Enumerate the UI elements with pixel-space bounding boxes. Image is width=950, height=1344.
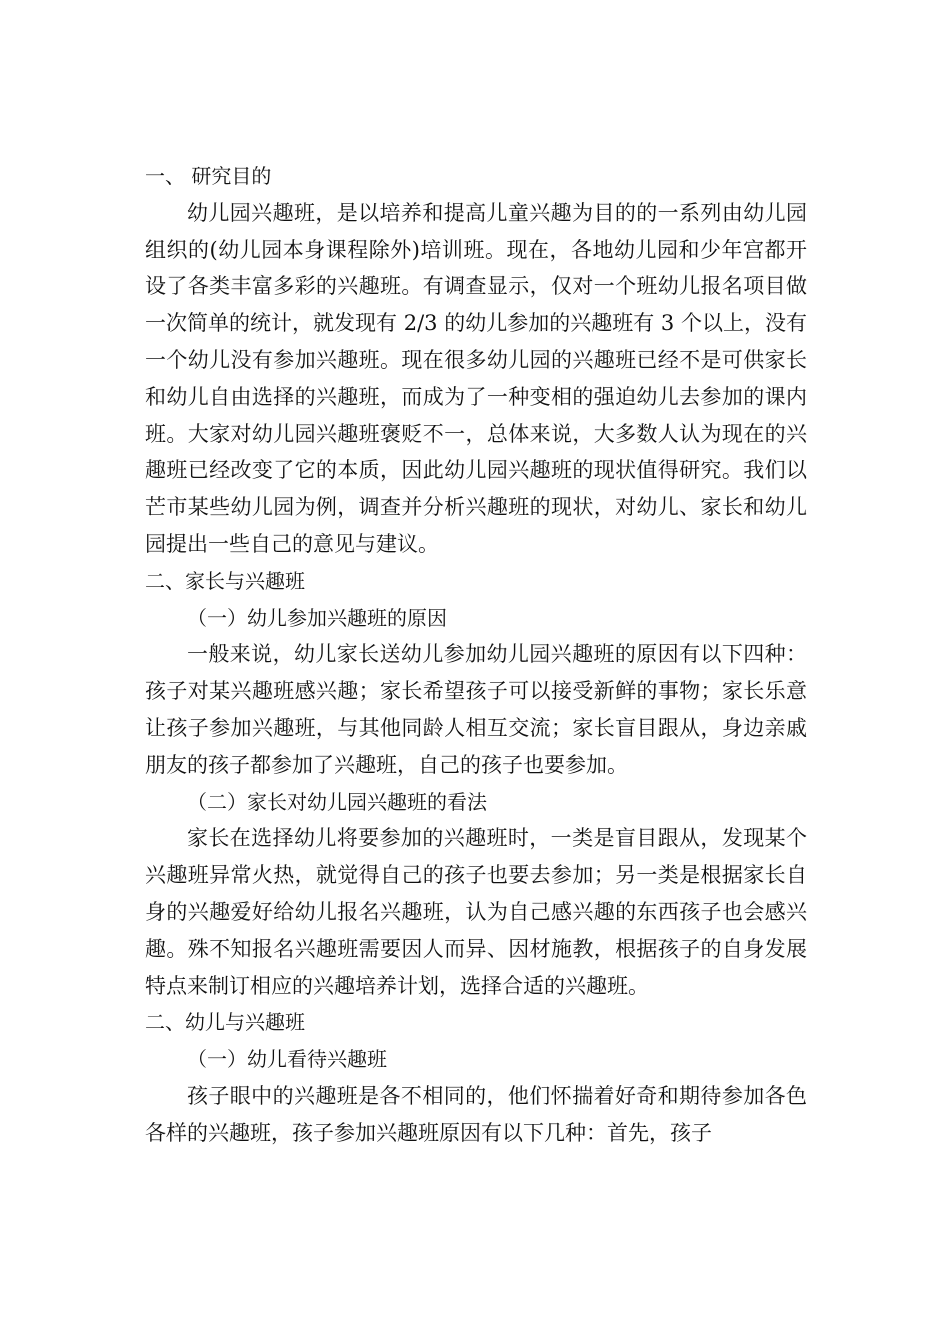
subheading-children-views: （一）幼儿看待兴趣班: [187, 1047, 387, 1072]
section-heading-children: 二、幼儿与兴趣班: [145, 1010, 305, 1035]
paragraph-parent-views: 家长在选择幼儿将要参加的兴趣班时，一类是盲目跟从，发现某个兴趣班异常火热，就觉得自己的孩子也要去参加；另一类是根据家长自身的兴趣爱好给幼儿报名兴趣班，认为自己感兴趣的东西孩子也会感兴趣。殊不知报名兴趣班需要因人而异、因材施教，根据孩子的自身发展特点来制订相应的兴趣培养计划，选择合适的兴趣班。: [145, 826, 807, 998]
paragraph-children-views: 孩子眼中的兴趣班是各不相同的，他们怀揣着好奇和期待参加各色各样的兴趣班，孩子参加兴趣班原因有以下几种：首先，孩子: [145, 1083, 807, 1145]
paragraph-research-purpose: 幼儿园兴趣班，是以培养和提高儿童兴趣为目的的一系列由幼儿园组织的(幼儿园本身课程除外)培训班。现在，各地幼儿园和少年宫都开设了各类丰富多彩的兴趣班。有调查显示，仅对一个班幼儿报名项目做一次简单的统计，就发现有 2/3 的幼儿参加的兴趣班有 3 个以上，没有一个幼儿没有参加兴趣班。现在很多幼儿园的兴趣班已经不是可供家长和幼儿自由选择的兴趣班，而成为了一种变相的强迫幼儿去参加的课内班。大家对幼儿园兴趣班褒贬不一，总体来说，大多数人认为现在的兴趣班已经改变了它的本质，因此幼儿园兴趣班的现状值得研究。我们以芒市某些幼儿园为例，调查并分析兴趣班的现状，对幼儿、家长和幼儿园提出一些自己的意见与建议。: [145, 200, 807, 556]
subheading-parent-views: （二）家长对幼儿园兴趣班的看法: [187, 789, 487, 814]
section-heading-research-purpose: 一、 研究目的: [145, 164, 272, 188]
paragraph-reasons: 一般来说，幼儿家长送幼儿参加幼儿园兴趣班的原因有以下四种：孩子对某兴趣班感兴趣；家长希望孩子可以接受新鲜的事物；家长乐意让孩子参加兴趣班，与其他同龄人相互交流；家长盲目跟从，身边亲戚朋友的孩子都参加了兴趣班，自己的孩子也要参加。: [145, 642, 807, 777]
document-body: [145, 158, 807, 1152]
section-heading-parents: 二、家长与兴趣班: [145, 568, 305, 593]
subheading-reasons: （一）幼儿参加兴趣班的原因: [187, 605, 447, 630]
